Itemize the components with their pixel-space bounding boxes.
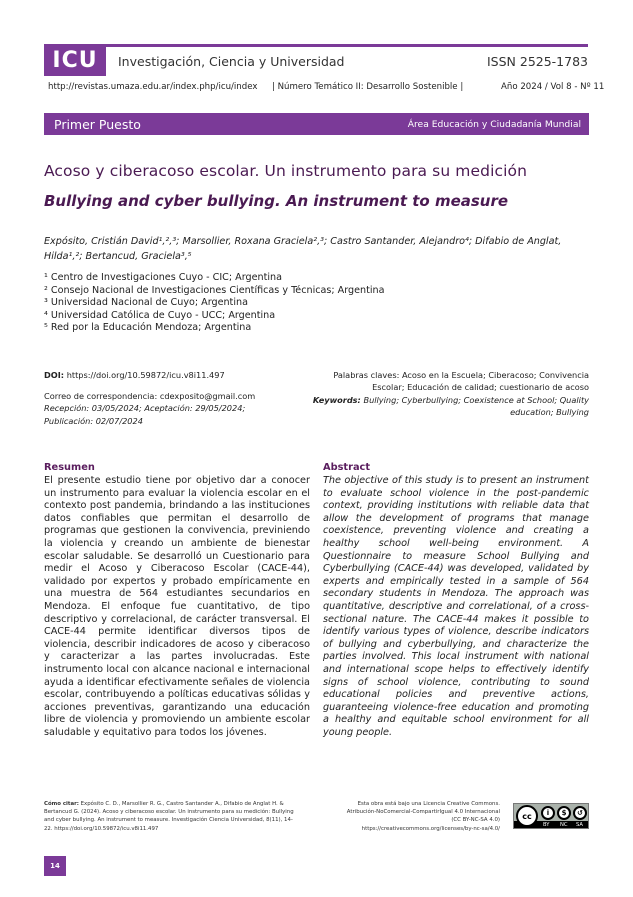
issue-info: Año 2024 / Vol 8 - Nº 11 [501,82,605,92]
resumen-text: El presente estudio tiene por objetivo dar a conocer un instrumento para evaluar la violencia escolar en el contexto post pandemia, brindando a las instituciones datos confiables que permitan el desarrollo de programas que gestionen la convivencia, previniendo la violencia y creando un ambiente de bienestar escolar saludable. Se desarrolló un Cuestionario para medir el Acoso y Ciberacoso Escolar (CACE-44), validado por expertos y probado empíricamente en una muestra de 564 estudiantes secundarios en Mendoza. El enfoque fue cuantitativo, de tipo descriptivo y correlacional, de carácter transversal. El CACE-44 permite identificar diversos tipos de violencia, describir indicadores de acoso y ciberacoso y caracterizar a las partes involucradas. Este instrumento local con alcance nacional e internacional ayuda a identificar efectivamente señales de violencia escolar, contribuyendo a políticas educativas sólidas y acciones preventivas, garantizando una educación libre de violencia y promoviendo un ambiente escolar saludable y equitativo para todos los jóvenes. [44,475,310,738]
journal-name: Investigación, Ciencia y Universidad [118,54,345,69]
attribution-icon: i [541,806,555,820]
license-url-link[interactable]: https://creativecommons.org/licenses/by-nc-sa/4.0/ [361,825,500,832]
correspondence-email[interactable]: cdexposito@gmail.com [159,391,256,401]
noncommercial-icon: $ [557,806,571,820]
section-band [44,113,589,135]
doi-link[interactable]: https://doi.org/10.59872/icu.v8i11.497 [66,370,225,380]
article-title-en: Bullying and cyber bullying. An instrument to measure [44,192,509,210]
affiliation-item: ² Consejo Nacional de Investigaciones Científicas y Técnicas; Argentina [44,284,385,296]
keywords-es [299,369,589,394]
citation-block [44,800,294,833]
issn: ISSN 2525-1783 [486,54,588,69]
resumen-section [44,462,310,739]
area-label: Área Educación y Ciudadanía Mundial [407,119,581,130]
license-line: Atribución-NoComercial-CompartirIgual 4.0 Internacional [346,809,500,816]
doi-label: DOI: [44,370,65,380]
section-label: Primer Puesto [54,117,141,132]
license-line: Esta obra está bajo una Licencia Creative Commons. [357,801,500,807]
affiliation-item: ⁴ Universidad Católica de Cuyo - UCC; Argentina [44,309,276,321]
journal-header [44,44,588,76]
header-rule [44,44,588,47]
affiliation-item: ³ Universidad Nacional de Cuyo; Argentina [44,297,248,309]
sharealike-icon: ↺ [573,806,587,820]
affiliation-item: ⁵ Red por la Educación Mendoza; Argentina [44,322,252,334]
correspondence-label: Correo de correspondencia: [44,391,158,401]
keywords-en-values: Bullying; Cyberbullying; Coexistence at School; Quality education; Bullying [363,394,589,417]
nc-label: NC [560,822,568,828]
license-block [332,800,500,833]
keywords-en [299,394,589,419]
affiliation-list [44,272,384,335]
abstract-text: The objective of this study is to present an instrument to evaluate school violence in the post-pandemic context, providing institutions with reliable data that allow the development of programs that manage coexistence, preventing violence and creating a healthy school well-being environment. A Questionnaire to measure School Bullying and Cyberbullying (CACE-44) was developed, validated by experts and empirically tested in a sample of 564 secondary students in Mendoza. The approach was quantitative, descriptive and correlational, of a cross-sectional nature. The CACE-44 makes it possible to identify various types of violence, describe indicators of bullying and cyberbullying, and characterize the parties involved. This local instrument with national and international scope helps to effectively identify signs of school violence, contributing to sound educational policies and preventive actions, guaranteeing violence-free education and promoting a healthy and equitable school environment for all young people. [323,475,589,738]
abstract-section [323,462,589,739]
journal-url-link[interactable]: http://revistas.umaza.edu.ar/index.php/icu/index [48,82,258,92]
citation-label: Cómo citar: [44,801,79,807]
article-title-es: Acoso y ciberacoso escolar. Un instrumento para su medición [44,162,528,180]
date-published: Publicación: 02/07/2024 [44,415,143,426]
keywords-es-values: Acoso en la Escuela; Ciberacoso; Convivencia Escolar; Educación de calidad; cuestionario de acoso [372,370,589,393]
keywords-block [299,369,589,418]
page-number: 14 [44,856,66,876]
author-list: Expósito, Cristián David¹,²,³; Marsollier, Roxana Graciela²,³; Castro Santander, Alejandro⁴; Difabio de Anglat, Hilda¹,²; Bertancud, Graciela³,⁵ [44,236,562,262]
correspondence-line [44,390,304,402]
cc-badge-labels [540,821,588,829]
article-metadata [44,369,304,427]
keywords-en-label: Keywords: [312,394,361,405]
citation-text: Expósito C. D., Marsollier R. G., Castro Santander A., Difabio de Anglat H. & Bertancud G. (2024). Acoso y ciberacoso escolar. Un instrumento para su medición: Bullying and cyber bullying. An instrument to measure. Investigación Ciencia Universidad, 8(11), 14-22. https://doi.org/10.59872/icu.v8i11.497 [44,801,294,832]
by-label: BY [543,822,550,828]
sa-label: SA [576,822,583,828]
cc-icon: cc [516,805,538,827]
cc-by-nc-sa-badge[interactable] [513,803,589,829]
dates-received-accepted: Recepción: 03/05/2024; Aceptación: 29/05/2024; [44,403,246,413]
journal-logo: ICU [44,44,106,76]
resumen-heading: Resumen [44,462,95,473]
keywords-es-label: Palabras claves: [333,370,400,380]
thematic-issue: | Número Temático II: Desarrollo Sostenible | [272,82,464,92]
doi-line [44,369,304,381]
affiliation-item: ¹ Centro de Investigaciones Cuyo - CIC; Argentina [44,272,282,283]
abstract-heading: Abstract [323,462,371,473]
license-line: (CC BY-NC-SA 4.0) [451,817,500,824]
